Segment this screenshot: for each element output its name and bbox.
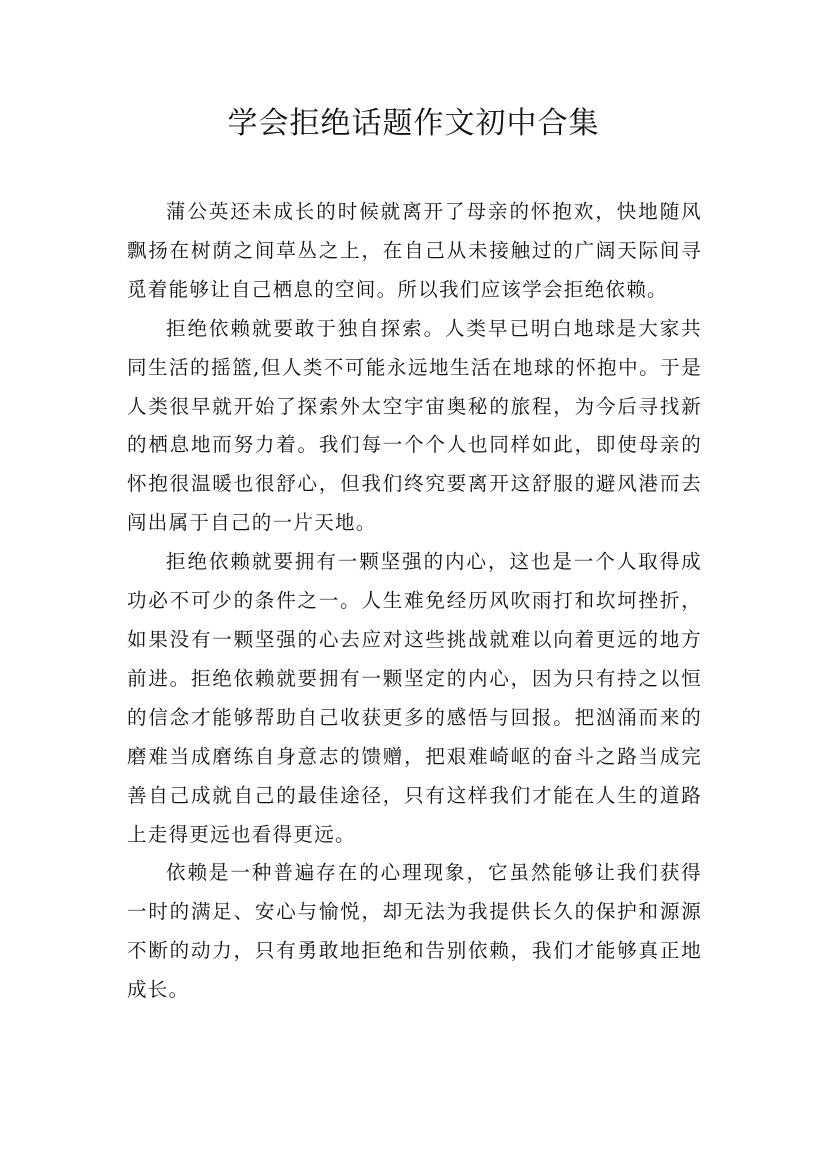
document-body — [127, 193, 702, 1010]
document-title: 学会拒绝话题作文初中合集 — [227, 106, 600, 141]
paragraph-1: 蒲公英还未成长的时候就离开了母亲的怀抱欢，快地随风飘扬在树荫之间草丛之上，在自己从未接触过的广阔天际间寻觅着能够让自己栖息的空间。所以我们应该学会拒绝依赖。 — [127, 200, 702, 301]
paragraph-2: 拒绝依赖就要敢于独自探索。人类早已明白地球是大家共同生活的摇篮,但人类不可能永远地生活在地球的怀抱中。于是人类很早就开始了探索外太空宇宙奥秘的旅程，为今后寻找新的栖息地而努力着。我们每一个个人也同样如此，即使母亲的怀抱很温暖也很舒心，但我们终究要离开这舒服的避风港而去闯出属于自己的一片天地。 — [127, 316, 702, 535]
paragraph-4: 依赖是一种普遍存在的心理现象，它虽然能够让我们获得一时的满足、安心与愉悦，却无法为我提供长久的保护和源源不断的动力，只有勇敢地拒绝和告别依赖，我们才能够真正地成长。 — [127, 861, 702, 1002]
paragraph-3: 拒绝依赖就要拥有一颗坚强的内心，这也是一个人取得成功必不可少的条件之一。人生难免经历风吹雨打和坎坷挫折，如果没有一颗坚强的心去应对这些挑战就难以向着更远的地方前进。拒绝依赖就要拥有一颗坚定的内心，因为只有持之以恒的信念才能够帮助自己收获更多的感悟与回报。把汹涌而来的磨难当成磨练自身意志的馈赠，把艰难崎岖的奋斗之路当成完善自己成就自己的最佳途径，只有这样我们才能在人生的道路上走得更远也看得更远。 — [127, 550, 702, 846]
